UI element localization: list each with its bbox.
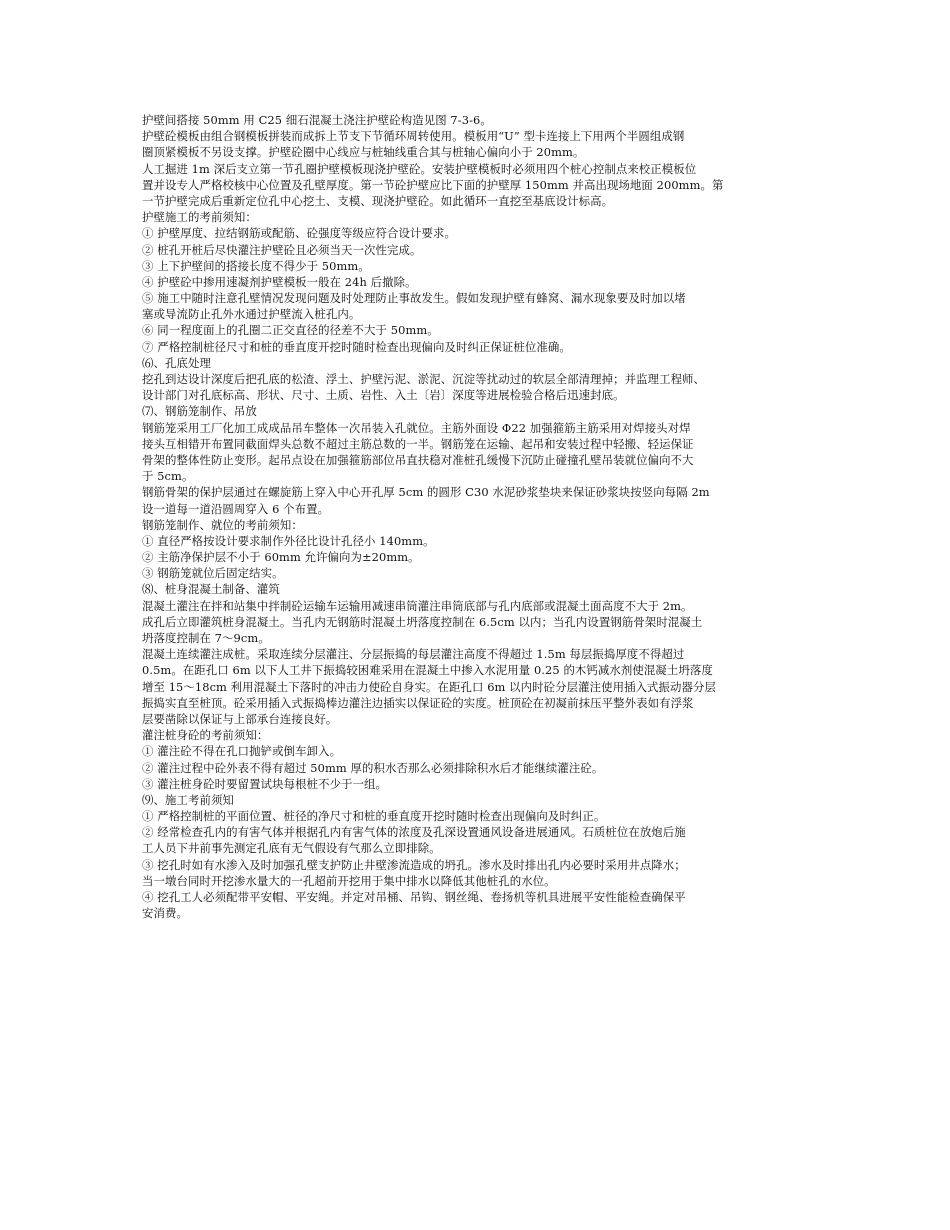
text-line: 安消费。 (142, 906, 188, 921)
document-body (142, 112, 822, 921)
text-line: 于 5cm。 (142, 469, 194, 484)
text-line: 钢筋笼采用工厂化加工成成品吊车整体一次吊装入孔就位。主筋外面设 Φ22 加强箍筋主筋采用对焊接头对焊 (142, 420, 691, 435)
list-item: ② 灌注过程中砼外表不得有超过 50mm 厚的积水否那么必须排除积水后才能继续灌注砼。 (142, 760, 604, 775)
section-heading: ⑺、钢筋笼制作、吊放 (142, 404, 257, 419)
text-line: 塞或导流防止孔外水通过护壁流入桩孔内。 (142, 307, 361, 322)
text-line: 混凝土连续灌注成桩。采取连续分层灌注、分层振捣的每层灌注高度不得超过 1.5m 每层振捣厚度不得超过 (142, 647, 685, 662)
list-item: ③ 钢筋笼就位后固定结实。 (142, 566, 284, 581)
text-line: 一节护壁完成后重新定位孔中心挖土、支模、现浇护壁砼。如此循环一直挖至基底设计标高。 (142, 193, 614, 208)
text-line: 护壁砼模板由组合钢模板拼装而成拆上节支下节循环周转使用。模板用“U” 型卡连接上下用两个半圆组成钢 (142, 129, 685, 144)
list-item: ② 桩孔开桩后尽快灌注护壁砼且必须当天一次性完成。 (142, 242, 422, 257)
list-item: ④ 挖孔工人必须配带平安帽、平安绳。并定对吊桶、吊钩、钢丝绳、卷扬机等机具进展平安性能检查确保平 (142, 890, 686, 904)
list-item: ③ 灌注桩身砼时要留置试块每根桩不少于一组。 (142, 776, 388, 791)
text-line: 置并设专人严格校核中心位置及孔壁厚度。第一节砼护壁应比下面的护壁厚 150mm 并高出现场地面 200mm。第 (142, 177, 724, 192)
list-item: ⑦ 严格控制桩径尺寸和桩的垂直度开挖时随时检查出现偏向及时纠正保证桩位准确。 (142, 339, 571, 354)
list-item: ③ 上下护壁间的搭接长度不得少于 50mm。 (142, 258, 370, 273)
section-heading: ⑼、施工考前须知 (142, 792, 234, 807)
list-item: ④ 护壁砼中掺用速凝剂护壁模板一般在 24h 后撤除。 (142, 274, 417, 289)
text-line: 0.5m。在距孔口 6m 以下人工井下振捣较困难采用在混凝土中掺入水泥用量 0.25 的木钙减水剂使混凝土坍落度 (142, 663, 713, 678)
section-heading: ⑻、桩身混凝土制备、灌筑 (142, 582, 280, 597)
list-item: ⑤ 施工中随时注意孔壁情况发现问题及时处理防止事故发生。假如发现护壁有蜂窝、漏水现象要及时加以堵 (142, 291, 686, 306)
list-item: ② 主筋净保护层不小于 60mm 允许偏向为±20mm。 (142, 550, 420, 565)
list-item: ① 护壁厚度、拉结钢筋或配筋、砼强度等级应符合设计要求。 (142, 226, 456, 241)
text-line: 层要凿除以保证与上部承台连接良好。 (142, 711, 338, 726)
text-line: 混凝土灌注在拌和站集中拌制砼运输车运输用减速串筒灌注串筒底部与孔内底部或混凝土面高度不大于 2m。 (142, 598, 693, 613)
list-item: ① 灌注砼不得在孔口抛铲或倒车卸入。 (142, 744, 342, 759)
text-line: 成孔后立即灌筑桩身混凝土。当孔内无钢筋时混凝土坍落度控制在 6.5cm 以内；当孔内设置钢筋骨架时混凝土 (142, 614, 703, 629)
text-line: 当一墩台同时开挖渗水量大的一孔超前开挖用于集中排水以降低其他桩孔的水位。 (142, 873, 556, 888)
section-heading: 灌注桩身砼的考前须知： (142, 728, 269, 743)
section-heading: ⑹、孔底处理 (142, 355, 211, 370)
text-line: 钢筋骨架的保护层通过在螺旋筋上穿入中心开孔厚 5cm 的圆形 C30 水泥砂浆垫块来保证砂浆块按竖向每隔 2m (142, 485, 710, 500)
text-line: 骨架的整体性防止变形。起吊点设在加强箍筋部位吊直扶稳对准桩孔缓慢下沉防止碰撞孔壁吊装就位偏向不大 (142, 452, 694, 467)
text-line: 挖孔到达设计深度后把孔底的松渣、浮土、护壁污泥、淤泥、沉淀等扰动过的软层全部清理掉；并监理工程师、 (142, 372, 706, 386)
text-line: 圈顶紧模板不另设支撑。护壁砼圈中心线应与桩轴线重合其与桩轴心偏向小于 20mm。 (142, 145, 585, 160)
text-line: 工人员下井前事先测定孔底有无气假设有气那么立即排除。 (142, 841, 441, 856)
text-line: 人工掘进 1m 深后支立第一节孔圈护壁模板现浇护壁砼。安装护壁模板时必须用四个桩心控制点来校正模板位 (142, 161, 697, 176)
list-item: ① 严格控制桩的平面位置、桩径的净尺寸和桩的垂直度开挖时随时检查出现偏向及时纠正。 (142, 809, 606, 824)
list-item: ② 经常检查孔内的有害气体并根据孔内有害气体的浓度及孔深设置通风设备进展通风。石质桩位在放炮后施 (142, 825, 686, 840)
list-item: ③ 挖孔时如有水渗入及时加强孔壁支护防止井壁渗流造成的坍孔。渗水及时排出孔内必要时采用井点降水； (142, 857, 686, 872)
text-line: 护壁间搭接 50mm 用 C25 细石混凝土浇注护壁砼构造见图 7-3-6。 (142, 113, 492, 127)
list-item: ⑥ 同一程度面上的孔圈二正交直径的径差不大于 50mm。 (142, 323, 439, 338)
section-heading: 护壁施工的考前须知： (142, 210, 257, 225)
text-line: 设计部门对孔底标高、形状、尺寸、土质、岩性、入土〔岩〕深度等进展检验合格后迅速封底。 (142, 388, 625, 403)
text-line: 增至 15～18cm 利用混凝土下落时的冲击力使砼自身实。在距孔口 6m 以内时砼分层灌注使用插入式振动器分层 (142, 679, 716, 694)
text-line: 振捣实直至桩顶。砼采用插入式振捣棒边灌注边插实以保证砼的实度。桩顶砼在初凝前抹压平整外表如有浮浆 (142, 695, 694, 710)
text-line: 坍落度控制在 7～9cm。 (142, 631, 270, 645)
list-item: ① 直径严格按设计要求制作外径比设计孔径小 140mm。 (142, 533, 435, 548)
section-heading: 钢筋笼制作、就位的考前须知： (142, 517, 303, 532)
text-line: 接头互相错开布置同截面焊头总数不超过主筋总数的一半。钢筋笼在运输、起吊和安装过程中轻搬、轻运保证 (142, 436, 694, 451)
text-line: 设一道每一道沿圆周穿入 6 个布置。 (142, 501, 330, 516)
